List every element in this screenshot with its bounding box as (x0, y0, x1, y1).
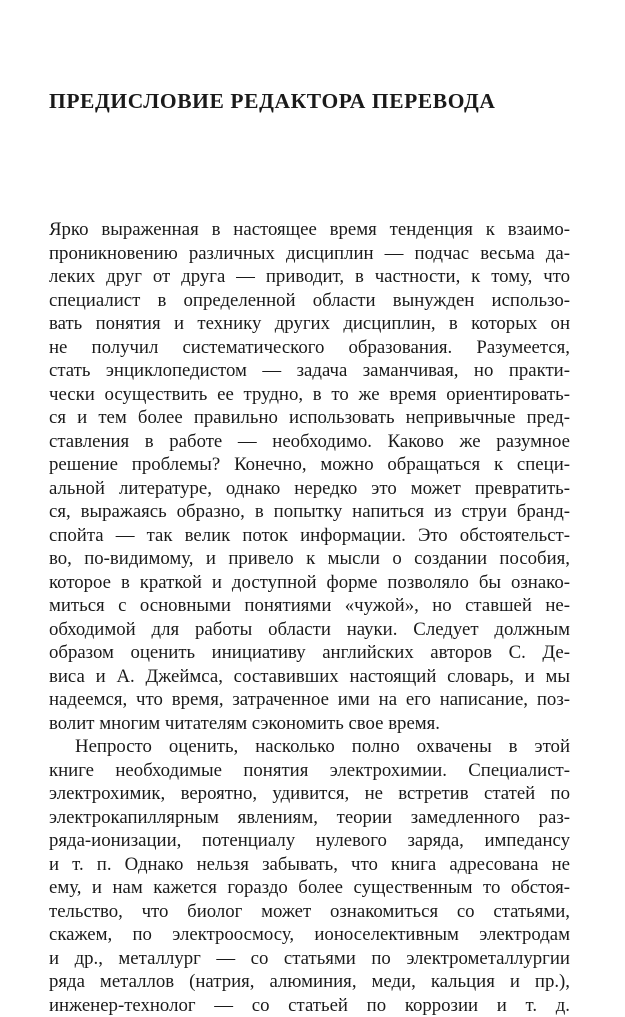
text-line: которое в краткой и доступной форме позволяло бы ознако- (49, 571, 570, 595)
text-line: стать энциклопедистом — задача заманчивая, но практи- (49, 359, 570, 383)
text-line: и др., металлург — со статьями по электрометаллургии (49, 947, 570, 971)
text-line: леких друг от друга — приводит, в частности, к тому, что (49, 265, 570, 289)
text-line: чески осуществить ее трудно, в то же время ориентировать- (49, 383, 570, 407)
text-line: обходимой для работы области науки. Следует должным (49, 618, 570, 642)
text-line: скажем, по электроосмосу, ионоселективным электродам (49, 923, 570, 947)
text-line: не получил систематического образования. Разумеется, (49, 336, 570, 360)
text-line: во, по-видимому, и привело к мысли о создании пособия, (49, 547, 570, 571)
text-line: Непросто оценить, насколько полно охвачены в этой (49, 735, 570, 759)
text-line: решение проблемы? Конечно, можно обращаться к специ- (49, 453, 570, 477)
text-line: ему, и нам кажется гораздо более существенным то обстоя- (49, 876, 570, 900)
text-line: спойта — так велик поток информации. Это обстоятельст- (49, 524, 570, 548)
text-line: образом оценить инициативу английских авторов С. Де- (49, 641, 570, 665)
text-line: ряда-ионизации, потенциалу нулевого заряда, импедансу (49, 829, 570, 853)
text-line: электрохимик, вероятно, удивится, не встретив статей по (49, 782, 570, 806)
body-text (49, 218, 570, 1017)
text-line: ставления в работе — необходимо. Каково же разумное (49, 430, 570, 454)
text-line: электрокапиллярным явлениям, теории замедленного раз- (49, 806, 570, 830)
paragraph-1 (49, 218, 570, 735)
text-line: проникновению различных дисциплин — подчас весьма да- (49, 242, 570, 266)
text-line: ся и тем более правильно использовать непривычные пред- (49, 406, 570, 430)
paragraph-2 (49, 735, 570, 1017)
text-line: миться с основными понятиями «чужой», но ставшей не- (49, 594, 570, 618)
text-line: альной литературе, однако нередко это может превратить- (49, 477, 570, 501)
text-line: и т. п. Однако нельзя забывать, что книга адресована не (49, 853, 570, 877)
text-line: инженер-технолог — со статьей по коррозии и т. д. (49, 994, 570, 1017)
text-line: виса и А. Джеймса, составивших настоящий словарь, и мы (49, 665, 570, 689)
text-line: специалист в определенной области вынужден использо- (49, 289, 570, 313)
text-line: ряда металлов (натрия, алюминия, меди, кальция и пр.), (49, 970, 570, 994)
text-line: тельство, что биолог может ознакомиться со статьями, (49, 900, 570, 924)
text-line: волит многим читателям сэкономить свое время. (49, 712, 570, 736)
text-line: Ярко выраженная в настоящее время тенденция к взаимо- (49, 218, 570, 242)
text-line: надеемся, что время, затраченное ими на его написание, поз- (49, 688, 570, 712)
text-line: ся, выражаясь образно, в попытку напиться из струи бранд- (49, 500, 570, 524)
text-line: вать понятия и технику других дисциплин, в которых он (49, 312, 570, 336)
page-title: ПРЕДИСЛОВИЕ РЕДАКТОРА ПЕРЕВОДА (49, 88, 569, 114)
text-line: книге необходимые понятия электрохимии. Специалист- (49, 759, 570, 783)
